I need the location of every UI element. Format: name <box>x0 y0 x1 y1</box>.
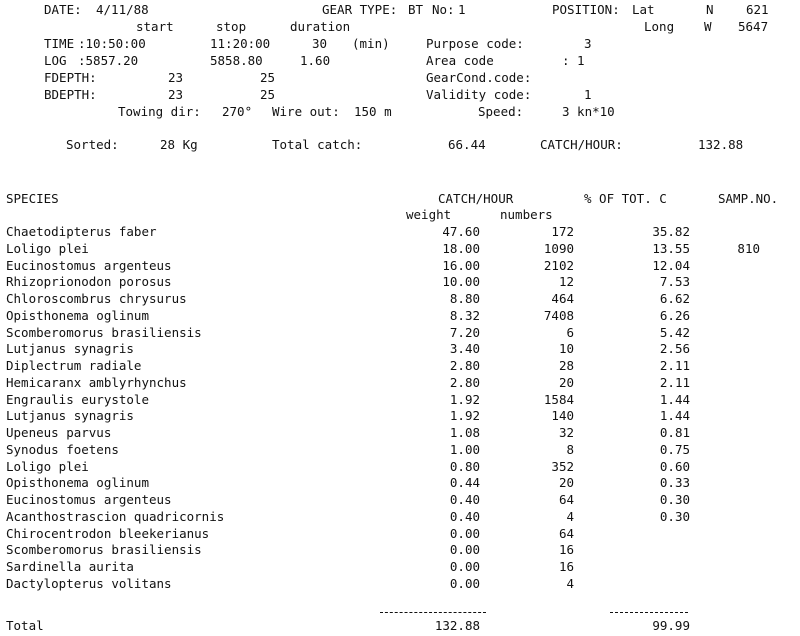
species-pct: 1.44 <box>659 408 690 424</box>
species-numbers: 464 <box>551 291 574 306</box>
long-value: 5647 <box>738 19 769 34</box>
date-label: DATE: <box>44 2 82 17</box>
species-numbers: 140 <box>551 408 574 424</box>
species-pct: 0.33 <box>659 475 690 491</box>
species-numbers: 172 <box>551 224 574 239</box>
samp-header: SAMP.NO. <box>718 191 779 206</box>
species-name: Synodus foetens <box>6 441 119 457</box>
species-pct: 6.26 <box>659 307 690 323</box>
species-pct: 1.44 <box>659 391 690 407</box>
speed-label: Speed: <box>478 104 524 119</box>
species-numbers: 64 <box>558 492 574 507</box>
species-weight: 8.80 <box>449 291 480 306</box>
species-numbers: 352 <box>551 458 574 474</box>
towing-label: Towing dir: <box>118 104 201 119</box>
pct-total-rule <box>610 612 688 613</box>
species-weight: 16.00 <box>442 257 480 273</box>
species-name: Diplectrum radiale <box>6 358 142 373</box>
species-name: Engraulis eurystole <box>6 391 149 407</box>
log-duration: 1.60 <box>300 53 331 68</box>
species-pct: 35.82 <box>652 224 690 239</box>
species-name: Rhizoprionodon porosus <box>6 274 172 290</box>
species-numbers: 1090 <box>543 240 574 256</box>
species-numbers: 16 <box>558 542 574 558</box>
species-weight: 0.00 <box>449 559 480 574</box>
total-catch-value: 66.44 <box>448 137 486 152</box>
species-pct: 6.62 <box>659 291 690 306</box>
species-numbers: 4 <box>566 575 574 591</box>
species-name: Eucinostomus argenteus <box>6 492 172 507</box>
time-stop: 11:20:00 <box>210 36 271 51</box>
species-weight: 0.40 <box>449 508 480 524</box>
species-numbers: 10 <box>558 341 574 357</box>
species-name: Opisthonema oglinum <box>6 307 149 323</box>
species-weight: 18.00 <box>442 240 480 256</box>
gearcond-label: GearCond.code: <box>426 70 532 85</box>
weight-total-rule <box>380 612 486 613</box>
species-pct: 5.42 <box>659 324 690 340</box>
species-name: Sardinella aurita <box>6 559 134 574</box>
species-weight: 0.80 <box>449 458 480 474</box>
fdepth-label: FDEPTH: <box>44 70 97 85</box>
species-weight: 1.92 <box>449 391 480 407</box>
long-direction: W <box>704 19 712 34</box>
col-stop-header: stop <box>216 19 247 34</box>
species-name: Chirocentrodon bleekerianus <box>6 525 210 541</box>
time-start: :10:50:00 <box>78 36 146 51</box>
species-weight: 10.00 <box>442 274 480 290</box>
wire-out: 150 m <box>354 104 392 119</box>
species-name: Scomberomorus brasiliensis <box>6 324 202 340</box>
total-pct: 99.99 <box>652 618 690 633</box>
species-weight: 2.80 <box>449 358 480 373</box>
catch-hour-value: 132.88 <box>698 137 744 152</box>
catch-hour-label: CATCH/HOUR: <box>540 137 623 152</box>
species-weight: 0.00 <box>449 525 480 541</box>
time-label: TIME <box>44 36 75 51</box>
species-pct: 2.56 <box>659 341 690 357</box>
total-catch-label: Total catch: <box>272 137 363 152</box>
time-duration: 30 <box>312 36 328 51</box>
species-name: Scomberomorus brasiliensis <box>6 542 202 558</box>
species-weight: 0.44 <box>449 475 480 491</box>
catch-hour-header: CATCH/HOUR <box>438 191 514 206</box>
species-weight: 47.60 <box>442 224 480 239</box>
log-label: LOG <box>44 53 67 68</box>
no-label: No: <box>432 2 455 17</box>
numbers-header: numbers <box>500 207 553 222</box>
species-numbers: 32 <box>558 425 574 440</box>
species-pct: 12.04 <box>652 257 690 273</box>
lat-label: Lat <box>632 2 655 17</box>
species-pct: 0.30 <box>659 508 690 524</box>
species-numbers: 12 <box>558 274 574 290</box>
species-pct: 0.75 <box>659 441 690 457</box>
bdepth-start: 23 <box>168 87 184 102</box>
bdepth-label: BDEPTH: <box>44 87 97 102</box>
species-name: Loligo plei <box>6 240 89 256</box>
gear-type-label: GEAR TYPE: <box>322 2 398 17</box>
species-name: Lutjanus synagris <box>6 341 134 357</box>
species-weight: 1.92 <box>449 408 480 424</box>
purpose-code: 3 <box>584 36 592 51</box>
species-numbers: 28 <box>558 358 574 373</box>
species-numbers: 20 <box>558 475 574 491</box>
lat-direction: N <box>706 2 714 17</box>
lat-value: 621 <box>746 2 769 17</box>
fdepth-start: 23 <box>168 70 184 85</box>
col-duration-header: duration <box>290 19 351 34</box>
position-label: POSITION: <box>552 2 620 17</box>
species-header: SPECIES <box>6 191 59 206</box>
species-pct: 0.60 <box>659 458 690 474</box>
fdepth-stop: 25 <box>260 70 276 85</box>
species-name: Opisthonema oglinum <box>6 475 149 491</box>
species-weight: 1.08 <box>449 425 480 440</box>
species-name: Hemicaranx amblyrhynchus <box>6 374 187 390</box>
species-weight: 3.40 <box>449 341 480 357</box>
bdepth-stop: 25 <box>260 87 276 102</box>
total-weight: 132.88 <box>434 618 480 633</box>
sorted-value: 28 Kg <box>160 137 198 152</box>
pct-header: % OF TOT. C <box>584 191 667 206</box>
species-name: Loligo plei <box>6 458 89 474</box>
species-numbers: 8 <box>566 441 574 457</box>
species-numbers: 7408 <box>543 307 574 323</box>
total-label: Total <box>6 618 44 633</box>
col-start-header: start <box>136 19 174 34</box>
purpose-label: Purpose code: <box>426 36 524 51</box>
species-numbers: 64 <box>558 525 574 541</box>
time-unit: (min) <box>352 36 390 51</box>
speed-value: 3 kn*10 <box>562 104 615 119</box>
species-weight: 0.00 <box>449 542 480 558</box>
log-start: :5857.20 <box>78 53 139 68</box>
no-value: 1 <box>458 2 466 17</box>
species-weight: 2.80 <box>449 374 480 390</box>
species-name: Chaetodipterus faber <box>6 224 157 239</box>
species-weight: 7.20 <box>449 324 480 340</box>
species-pct: 2.11 <box>659 358 690 373</box>
species-weight: 0.40 <box>449 492 480 507</box>
log-stop: 5858.80 <box>210 53 263 68</box>
validity-code: 1 <box>584 87 592 102</box>
species-pct: 0.30 <box>659 492 690 507</box>
species-name: Dactylopterus volitans <box>6 575 172 591</box>
species-pct: 0.81 <box>659 425 690 440</box>
sorted-label: Sorted: <box>66 137 119 152</box>
species-name: Chloroscombrus chrysurus <box>6 291 187 306</box>
species-weight: 1.00 <box>449 441 480 457</box>
species-numbers: 6 <box>566 324 574 340</box>
species-samp-no: 810 <box>737 240 760 256</box>
validity-label: Validity code: <box>426 87 532 102</box>
area-label: Area code <box>426 53 494 68</box>
long-label: Long <box>644 19 675 34</box>
species-pct: 2.11 <box>659 374 690 390</box>
species-numbers: 16 <box>558 559 574 574</box>
species-name: Lutjanus synagris <box>6 408 134 424</box>
species-numbers: 1584 <box>543 391 574 407</box>
gear-type-value: BT <box>408 2 424 17</box>
wire-label: Wire out: <box>272 104 340 119</box>
species-weight: 8.32 <box>449 307 480 323</box>
species-weight: 0.00 <box>449 575 480 591</box>
species-pct: 7.53 <box>659 274 690 290</box>
species-pct: 13.55 <box>652 240 690 256</box>
species-numbers: 4 <box>566 508 574 524</box>
species-numbers: 20 <box>558 374 574 390</box>
area-code: : 1 <box>562 53 585 68</box>
date-value: 4/11/88 <box>96 2 149 17</box>
weight-header: weight <box>406 207 452 222</box>
species-name: Eucinostomus argenteus <box>6 257 172 273</box>
species-name: Upeneus parvus <box>6 425 112 440</box>
species-name: Acanthostrascion quadricornis <box>6 508 225 524</box>
species-numbers: 2102 <box>543 257 574 273</box>
towing-dir: 270° <box>222 104 253 119</box>
